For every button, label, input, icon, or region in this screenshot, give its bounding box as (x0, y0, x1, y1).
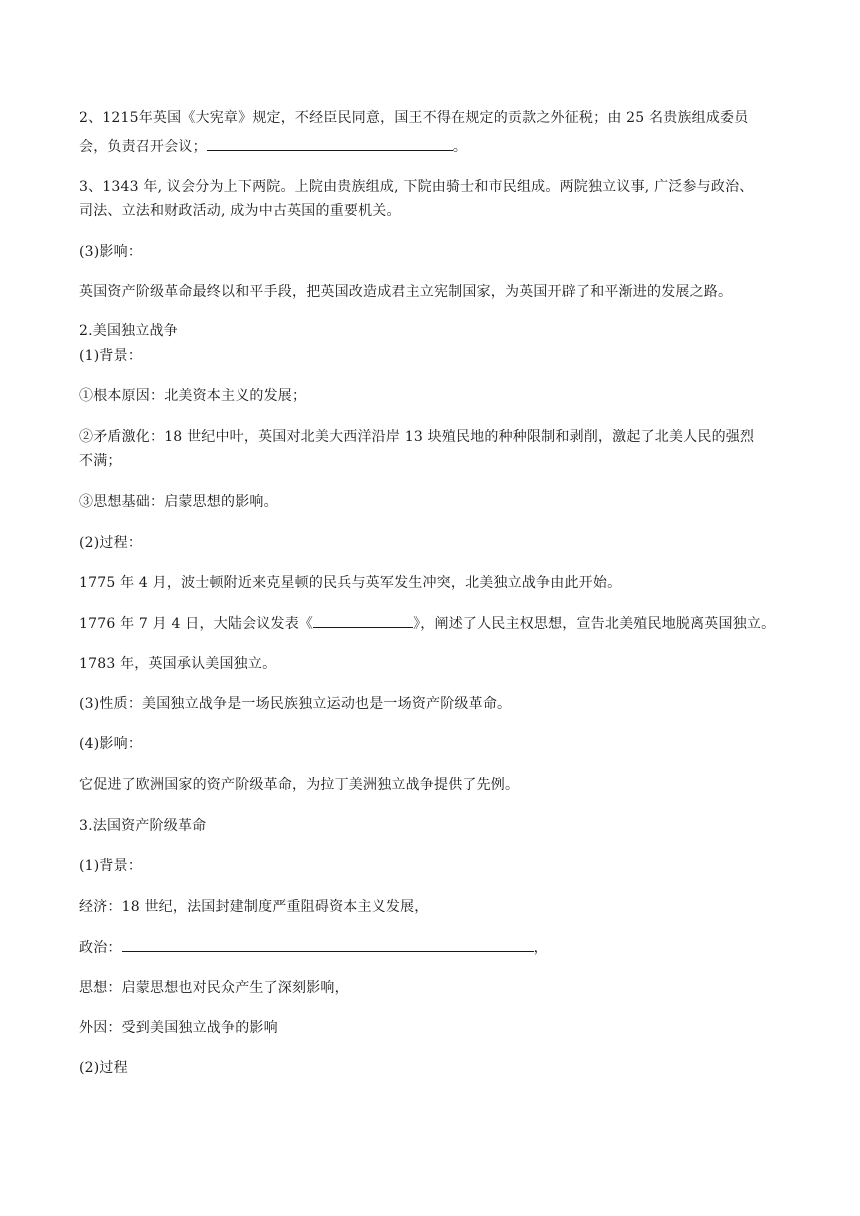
text-line: 1776 年 7 月 4 日，大陆会议发表《 》，阐述了人民主权思想，宣告北美殖民地脱离英国独立。 (79, 613, 775, 634)
text-line: 经济：18 世纪，法国封建制度严重阻碍资本主义发展， (79, 899, 429, 915)
fill-in-blank (313, 613, 413, 628)
text-line: (3)性质：美国独立战争是一场民族独立运动也是一场资产阶级革命。 (79, 696, 512, 712)
section-heading: (2)过程 (79, 1060, 128, 1076)
section-heading: (4)影响： (79, 736, 143, 752)
section-heading: (2)过程： (79, 535, 143, 551)
text-line: ②矛盾激化：18 世纪中叶，英国对北美大西洋沿岸 13 块殖民地的种种限制和剥削，激起了北美人民的强烈 (79, 429, 755, 445)
text-line: 会，负责召开会议； 。 (79, 136, 467, 157)
text-line: 政治： ， (79, 937, 548, 958)
section-heading: (1)背景： (79, 858, 143, 874)
text-line: 它促进了欧洲国家的资产阶级革命，为拉丁美洲独立战争提供了先例。 (79, 777, 520, 793)
section-heading: 2.美国独立战争 (79, 323, 178, 339)
text-line: 1775 年 4 月，波士顿附近来克星顿的民兵与英军发生冲突，北美独立战争由此开始。 (79, 575, 622, 591)
text-line: 英国资产阶级革命最终以和平手段，把英国改造成君主立宪制国家，为英国开辟了和平渐进的发展之路。 (79, 284, 733, 300)
text-line: ①根本原因：北美资本主义的发展； (79, 388, 307, 404)
text-line: ③思想基础：启蒙思想的影响。 (79, 494, 278, 510)
section-heading: (1)背景： (79, 348, 143, 364)
text-line: 2、1215年英国《大宪章》规定，不经臣民同意，国王不得在规定的贡款之外征税；由 25 名贵族组成委员 (79, 110, 749, 126)
text-line: 外因：受到美国独立战争的影响 (79, 1020, 278, 1036)
text-line: 思想：启蒙思想也对民众产生了深刻影响， (79, 980, 349, 996)
text-line: 1783 年，英国承认美国独立。 (79, 656, 277, 672)
text-line: 司法、立法和财政活动, 成为中古英国的重要机关。 (79, 203, 401, 219)
text-line: 3、1343 年, 议会分为上下两院。上院由贵族组成, 下院由骑士和市民组成。两院独立议事, 广泛参与政治、 (79, 179, 754, 195)
fill-in-blank (122, 937, 534, 952)
section-heading: (3)影响： (79, 244, 143, 260)
text-line: 不满； (79, 453, 122, 469)
section-heading: 3.法国资产阶级革命 (79, 818, 207, 834)
fill-in-blank (207, 136, 453, 151)
